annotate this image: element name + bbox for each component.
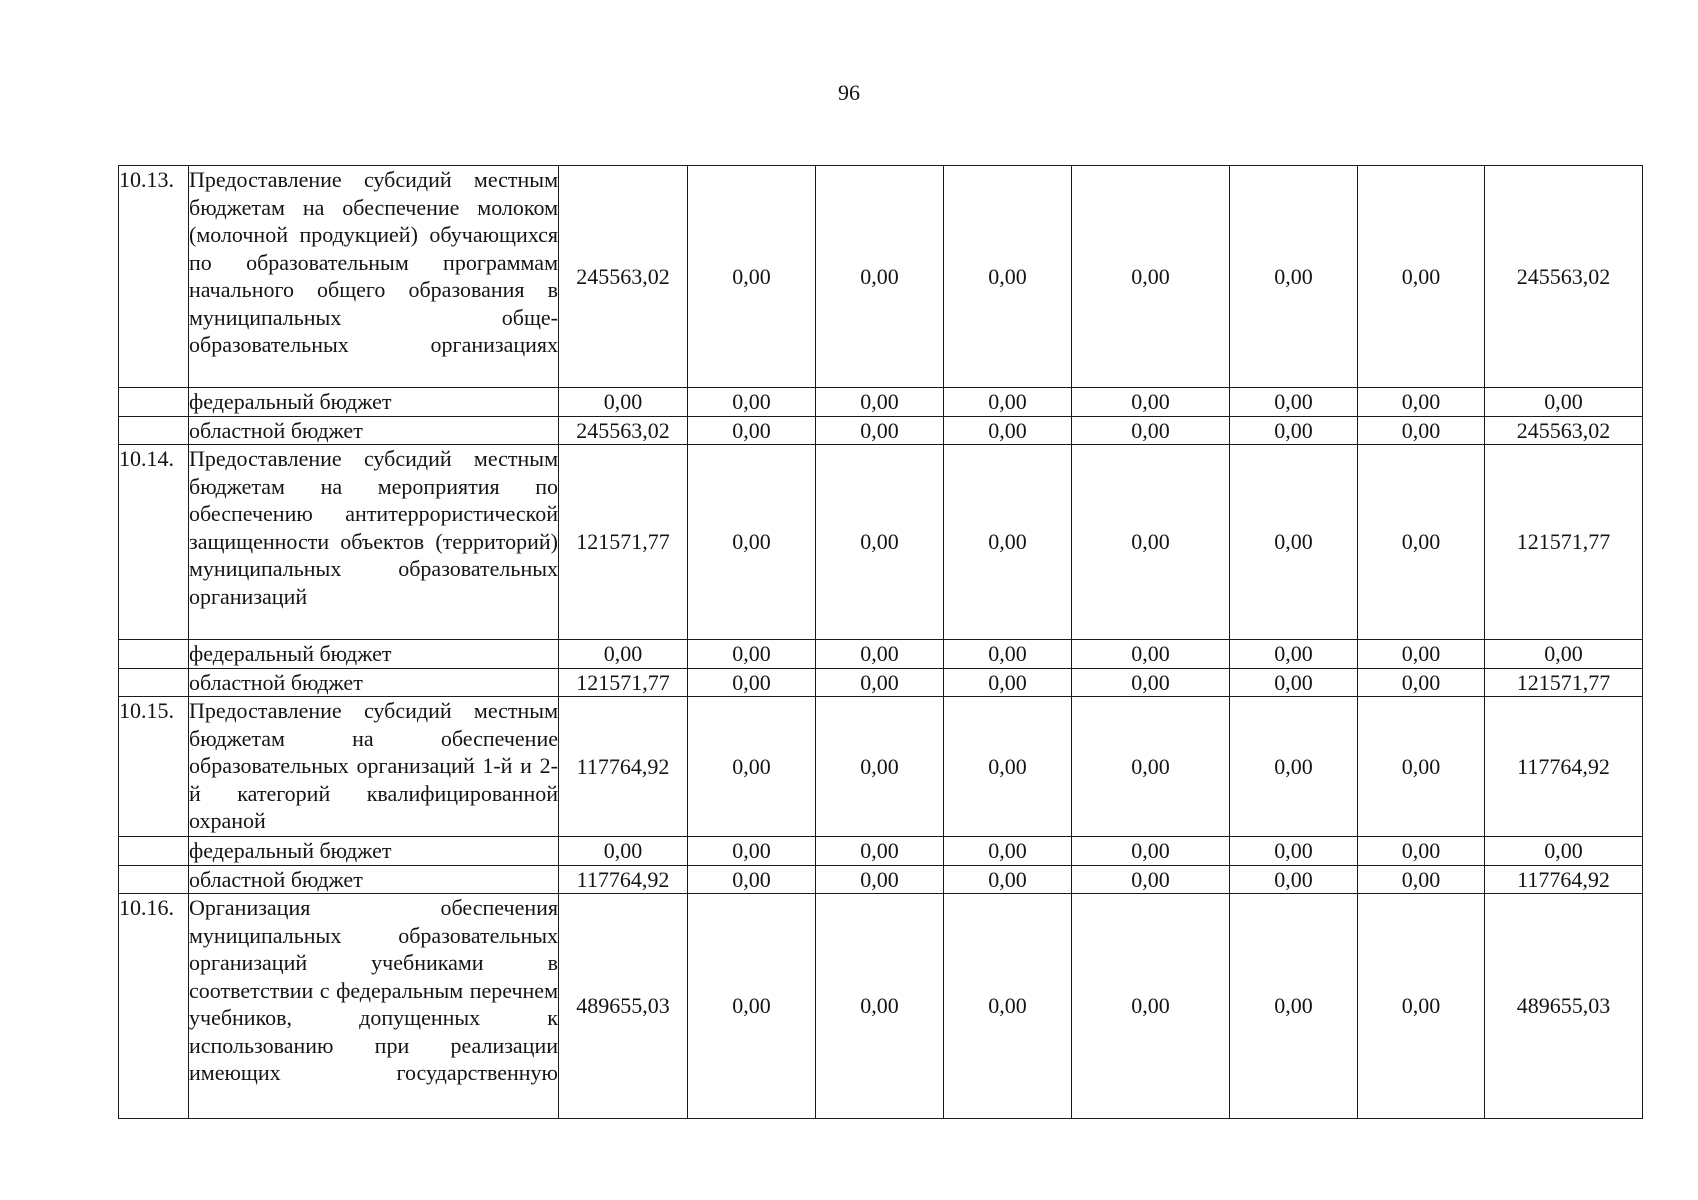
amount-cell: 0,00 bbox=[1230, 640, 1358, 669]
amount-cell: 0,00 bbox=[559, 640, 688, 669]
amount-cell: 0,00 bbox=[559, 837, 688, 866]
row-number-empty bbox=[119, 668, 189, 697]
amount-cell: 0,00 bbox=[688, 166, 816, 388]
row-number: 10.15. bbox=[119, 697, 189, 837]
amount-cell: 0,00 bbox=[1358, 668, 1485, 697]
amount-cell: 117764,92 bbox=[559, 865, 688, 894]
row-number-empty bbox=[119, 640, 189, 669]
amount-cell: 0,00 bbox=[688, 388, 816, 417]
amount-cell: 121571,77 bbox=[559, 445, 688, 640]
amount-cell: 0,00 bbox=[1485, 837, 1643, 866]
amount-cell: 0,00 bbox=[1230, 837, 1358, 866]
amount-cell: 0,00 bbox=[1230, 166, 1358, 388]
amount-cell: 0,00 bbox=[944, 416, 1072, 445]
amount-cell: 0,00 bbox=[816, 416, 944, 445]
amount-cell: 0,00 bbox=[816, 697, 944, 837]
amount-cell: 0,00 bbox=[688, 416, 816, 445]
amount-cell: 0,00 bbox=[1358, 640, 1485, 669]
amount-cell: 0,00 bbox=[944, 837, 1072, 866]
amount-cell: 0,00 bbox=[816, 166, 944, 388]
amount-cell: 121571,77 bbox=[1485, 668, 1643, 697]
row-number-empty bbox=[119, 865, 189, 894]
amount-cell: 0,00 bbox=[816, 388, 944, 417]
amount-cell: 0,00 bbox=[816, 640, 944, 669]
amount-cell: 0,00 bbox=[1358, 837, 1485, 866]
budget-source-label: федеральный бюджет bbox=[189, 837, 559, 866]
row-number: 10.14. bbox=[119, 445, 189, 640]
amount-cell: 0,00 bbox=[816, 668, 944, 697]
budget-source-row bbox=[119, 640, 1643, 669]
amount-cell: 0,00 bbox=[1230, 388, 1358, 417]
amount-cell: 0,00 bbox=[944, 894, 1072, 1119]
table-row bbox=[119, 445, 1643, 640]
table-row bbox=[119, 166, 1643, 388]
amount-cell: 0,00 bbox=[816, 837, 944, 866]
amount-cell: 245563,02 bbox=[1485, 416, 1643, 445]
amount-cell: 0,00 bbox=[944, 388, 1072, 417]
amount-cell: 0,00 bbox=[1072, 416, 1230, 445]
amount-cell: 245563,02 bbox=[559, 416, 688, 445]
budget-source-row bbox=[119, 416, 1643, 445]
amount-cell: 0,00 bbox=[1230, 894, 1358, 1119]
row-number: 10.13. bbox=[119, 166, 189, 388]
amount-cell: 0,00 bbox=[944, 166, 1072, 388]
budget-source-label: областной бюджет bbox=[189, 416, 559, 445]
row-number-empty bbox=[119, 837, 189, 866]
page-number: 96 bbox=[838, 80, 860, 105]
amount-cell: 0,00 bbox=[559, 388, 688, 417]
table-body bbox=[119, 166, 1643, 1119]
budget-source-label: областной бюджет bbox=[189, 865, 559, 894]
amount-cell: 0,00 bbox=[816, 865, 944, 894]
amount-cell: 0,00 bbox=[944, 640, 1072, 669]
amount-cell: 489655,03 bbox=[1485, 894, 1643, 1119]
amount-cell: 0,00 bbox=[1072, 668, 1230, 697]
amount-cell: 0,00 bbox=[944, 668, 1072, 697]
amount-cell: 0,00 bbox=[944, 445, 1072, 640]
amount-cell: 121571,77 bbox=[559, 668, 688, 697]
amount-cell: 0,00 bbox=[688, 837, 816, 866]
amount-cell: 0,00 bbox=[688, 668, 816, 697]
budget-source-label: областной бюджет bbox=[189, 668, 559, 697]
row-number-empty bbox=[119, 388, 189, 417]
amount-cell: 0,00 bbox=[1230, 668, 1358, 697]
amount-cell: 0,00 bbox=[1358, 388, 1485, 417]
amount-cell: 0,00 bbox=[1358, 865, 1485, 894]
budget-source-row bbox=[119, 837, 1643, 866]
amount-cell: 0,00 bbox=[1358, 166, 1485, 388]
budget-source-row bbox=[119, 668, 1643, 697]
amount-cell: 0,00 bbox=[1358, 416, 1485, 445]
amount-cell: 489655,03 bbox=[559, 894, 688, 1119]
amount-cell: 0,00 bbox=[1358, 894, 1485, 1119]
amount-cell: 245563,02 bbox=[559, 166, 688, 388]
budget-source-label: федеральный бюджет bbox=[189, 640, 559, 669]
amount-cell: 245563,02 bbox=[1485, 166, 1643, 388]
row-number-empty bbox=[119, 416, 189, 445]
row-description: Предоставление субсидий местным бюджетам на обеспечение молоком (молочной продукцией) обучающихся по образовательным программам начального общего образования в муниципальных обще-образовательных организациях bbox=[189, 166, 559, 388]
table-row bbox=[119, 894, 1643, 1119]
amount-cell: 0,00 bbox=[1230, 697, 1358, 837]
amount-cell: 0,00 bbox=[688, 640, 816, 669]
amount-cell: 117764,92 bbox=[1485, 697, 1643, 837]
budget-table bbox=[118, 165, 1643, 1119]
amount-cell: 0,00 bbox=[1072, 894, 1230, 1119]
amount-cell: 0,00 bbox=[1072, 837, 1230, 866]
amount-cell: 0,00 bbox=[1072, 640, 1230, 669]
table-row bbox=[119, 697, 1643, 837]
amount-cell: 0,00 bbox=[1230, 416, 1358, 445]
amount-cell: 117764,92 bbox=[1485, 865, 1643, 894]
amount-cell: 0,00 bbox=[1072, 697, 1230, 837]
budget-source-label: федеральный бюджет bbox=[189, 388, 559, 417]
amount-cell: 0,00 bbox=[816, 445, 944, 640]
budget-source-row bbox=[119, 388, 1643, 417]
amount-cell: 0,00 bbox=[1072, 166, 1230, 388]
row-description: Предоставление субсидий местным бюджетам на мероприятия по обеспечению антитеррористической защищенности объектов (территорий) муниципальных образовательных организаций bbox=[189, 445, 559, 640]
amount-cell: 0,00 bbox=[1072, 388, 1230, 417]
amount-cell: 0,00 bbox=[944, 865, 1072, 894]
amount-cell: 0,00 bbox=[688, 445, 816, 640]
amount-cell: 0,00 bbox=[688, 894, 816, 1119]
row-number: 10.16. bbox=[119, 894, 189, 1119]
amount-cell: 0,00 bbox=[1485, 388, 1643, 417]
amount-cell: 0,00 bbox=[944, 697, 1072, 837]
amount-cell: 0,00 bbox=[1072, 445, 1230, 640]
amount-cell: 0,00 bbox=[1230, 445, 1358, 640]
amount-cell: 0,00 bbox=[1230, 865, 1358, 894]
amount-cell: 0,00 bbox=[1358, 445, 1485, 640]
amount-cell: 0,00 bbox=[688, 865, 816, 894]
amount-cell: 0,00 bbox=[1358, 697, 1485, 837]
amount-cell: 0,00 bbox=[1485, 640, 1643, 669]
row-description: Предоставление субсидий местным бюджетам на обеспечение образовательных организаций 1-й и 2-й категорий квалифицированной охраной bbox=[189, 697, 559, 837]
amount-cell: 117764,92 bbox=[559, 697, 688, 837]
row-description: Организация обеспечения муниципальных образовательных организаций учебниками в соответствии с федеральным перечнем учебников, допущенных к использованию при реализации имеющих государственную bbox=[189, 894, 559, 1119]
budget-source-row bbox=[119, 865, 1643, 894]
amount-cell: 0,00 bbox=[1072, 865, 1230, 894]
amount-cell: 0,00 bbox=[688, 697, 816, 837]
amount-cell: 0,00 bbox=[816, 894, 944, 1119]
amount-cell: 121571,77 bbox=[1485, 445, 1643, 640]
